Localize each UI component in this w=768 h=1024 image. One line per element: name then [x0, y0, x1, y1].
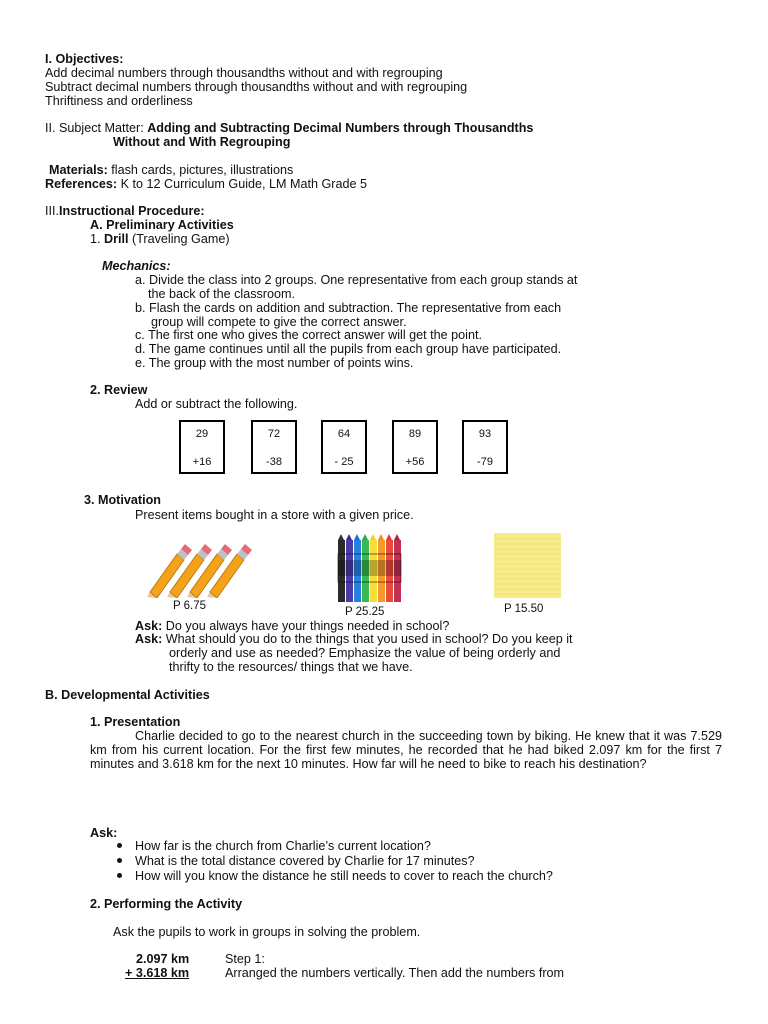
ask-item: What is the total distance covered by Charlie for 17 minutes?: [135, 854, 475, 868]
objectives-heading: I. Objectives:: [45, 52, 124, 66]
ask-question-cont: thrifty to the resources/ things that we have.: [169, 660, 413, 674]
mechanics-item: a. Divide the class into 2 groups. One representative from each group stands at: [135, 273, 578, 287]
card-bottom: +56: [405, 456, 425, 468]
addend-1: 2.097 km: [136, 952, 190, 966]
mechanics-item: the back of the classroom.: [148, 287, 295, 301]
mechanics-item: c. The first one who gives the correct answer will get the point.: [135, 328, 482, 342]
objective-item: Add decimal numbers through thousandths without and with regrouping: [45, 66, 443, 80]
presentation-heading: 1. Presentation: [90, 715, 181, 729]
procedure-heading: III.Instructional Procedure:: [45, 204, 205, 218]
card-top: 29: [195, 428, 209, 440]
subject-matter: II. Subject Matter: Adding and Subtracting Decimal Numbers through Thousandths: [45, 121, 534, 135]
subject-matter-title-cont: Without and With Regrouping: [113, 135, 291, 149]
presentation-paragraph: Charlie decided to go to the nearest church in the succeeding town by biking. He knew that it was 7.529 km from his current location. For the first few minutes, he recorded that he had biked 2.097 km for the first 7 minutes and 3.618 km for the next 10 minutes. How far will he need to bike to reach his destination?: [90, 729, 722, 771]
bullet-icon: [117, 873, 122, 878]
ask-item: How far is the church from Charlie’s current location?: [135, 839, 431, 853]
step-label: Step 1:: [225, 952, 265, 966]
addend-2: + 3.618 km: [125, 966, 190, 980]
section-a-heading: A. Preliminary Activities: [90, 218, 234, 232]
mechanics-item: b. Flash the cards on addition and subtraction. The representative from each: [135, 301, 562, 315]
card-top: 89: [408, 428, 422, 440]
ask-question-cont: orderly and use as needed? Emphasize the value of being orderly and: [169, 646, 561, 660]
step-text: Arranged the numbers vertically. Then add the numbers from: [225, 966, 565, 980]
price-pencils: P 6.75: [173, 600, 207, 612]
ask-heading: Ask:: [90, 826, 118, 840]
materials-line: Materials: flash cards, pictures, illustrations: [49, 163, 294, 177]
card-top: 64: [337, 428, 351, 440]
activity-instruction: Ask the pupils to work in groups in solving the problem.: [113, 925, 421, 939]
flash-card: [462, 420, 508, 474]
bullet-icon: [117, 858, 122, 863]
flash-card: [392, 420, 438, 474]
pencils-image: [145, 540, 260, 598]
references-line: References: K to 12 Curriculum Guide, LM Math Grade 5: [45, 177, 367, 191]
developmental-heading: B. Developmental Activities: [45, 688, 210, 702]
mechanics-item: group will compete to give the correct answer.: [151, 315, 407, 329]
motivation-instruction: Present items bought in a store with a given price.: [135, 508, 414, 522]
price-crayons: P 25.25: [345, 606, 385, 618]
card-top: 93: [478, 428, 492, 440]
motivation-heading: 3. Motivation: [84, 493, 161, 507]
drill-heading: 1. Drill (Traveling Game): [90, 232, 230, 246]
ask-item: How will you know the distance he still needs to cover to reach the church?: [135, 869, 553, 883]
objective-item: Subtract decimal numbers through thousandths without and with regrouping: [45, 80, 468, 94]
mechanics-item: d. The game continues until all the pupils from each group have participated.: [135, 342, 562, 356]
ask-question: Ask: Do you always have your things needed in school?: [135, 619, 450, 633]
price-paper: P 15.50: [504, 603, 544, 615]
crayons-image: [337, 534, 407, 604]
objective-item: Thriftiness and orderliness: [45, 94, 193, 108]
mechanics-item: e. The group with the most number of points wins.: [135, 356, 414, 370]
review-instruction: Add or subtract the following.: [135, 397, 298, 411]
card-bottom: -79: [477, 456, 493, 468]
card-top: 72: [267, 428, 281, 440]
card-bottom: -38: [266, 456, 282, 468]
bullet-icon: [117, 843, 122, 848]
activity-heading: 2. Performing the Activity: [90, 897, 243, 911]
card-bottom: - 25: [334, 456, 354, 468]
review-heading: 2. Review: [90, 383, 148, 397]
flash-card: [179, 420, 225, 474]
ask-question: Ask: What should you do to the things that you used in school? Do you keep it: [135, 632, 573, 646]
paper-image: [494, 533, 561, 598]
mechanics-label: Mechanics:: [102, 259, 171, 273]
flash-card: [251, 420, 297, 474]
flash-card: [321, 420, 367, 474]
card-bottom: +16: [192, 456, 212, 468]
